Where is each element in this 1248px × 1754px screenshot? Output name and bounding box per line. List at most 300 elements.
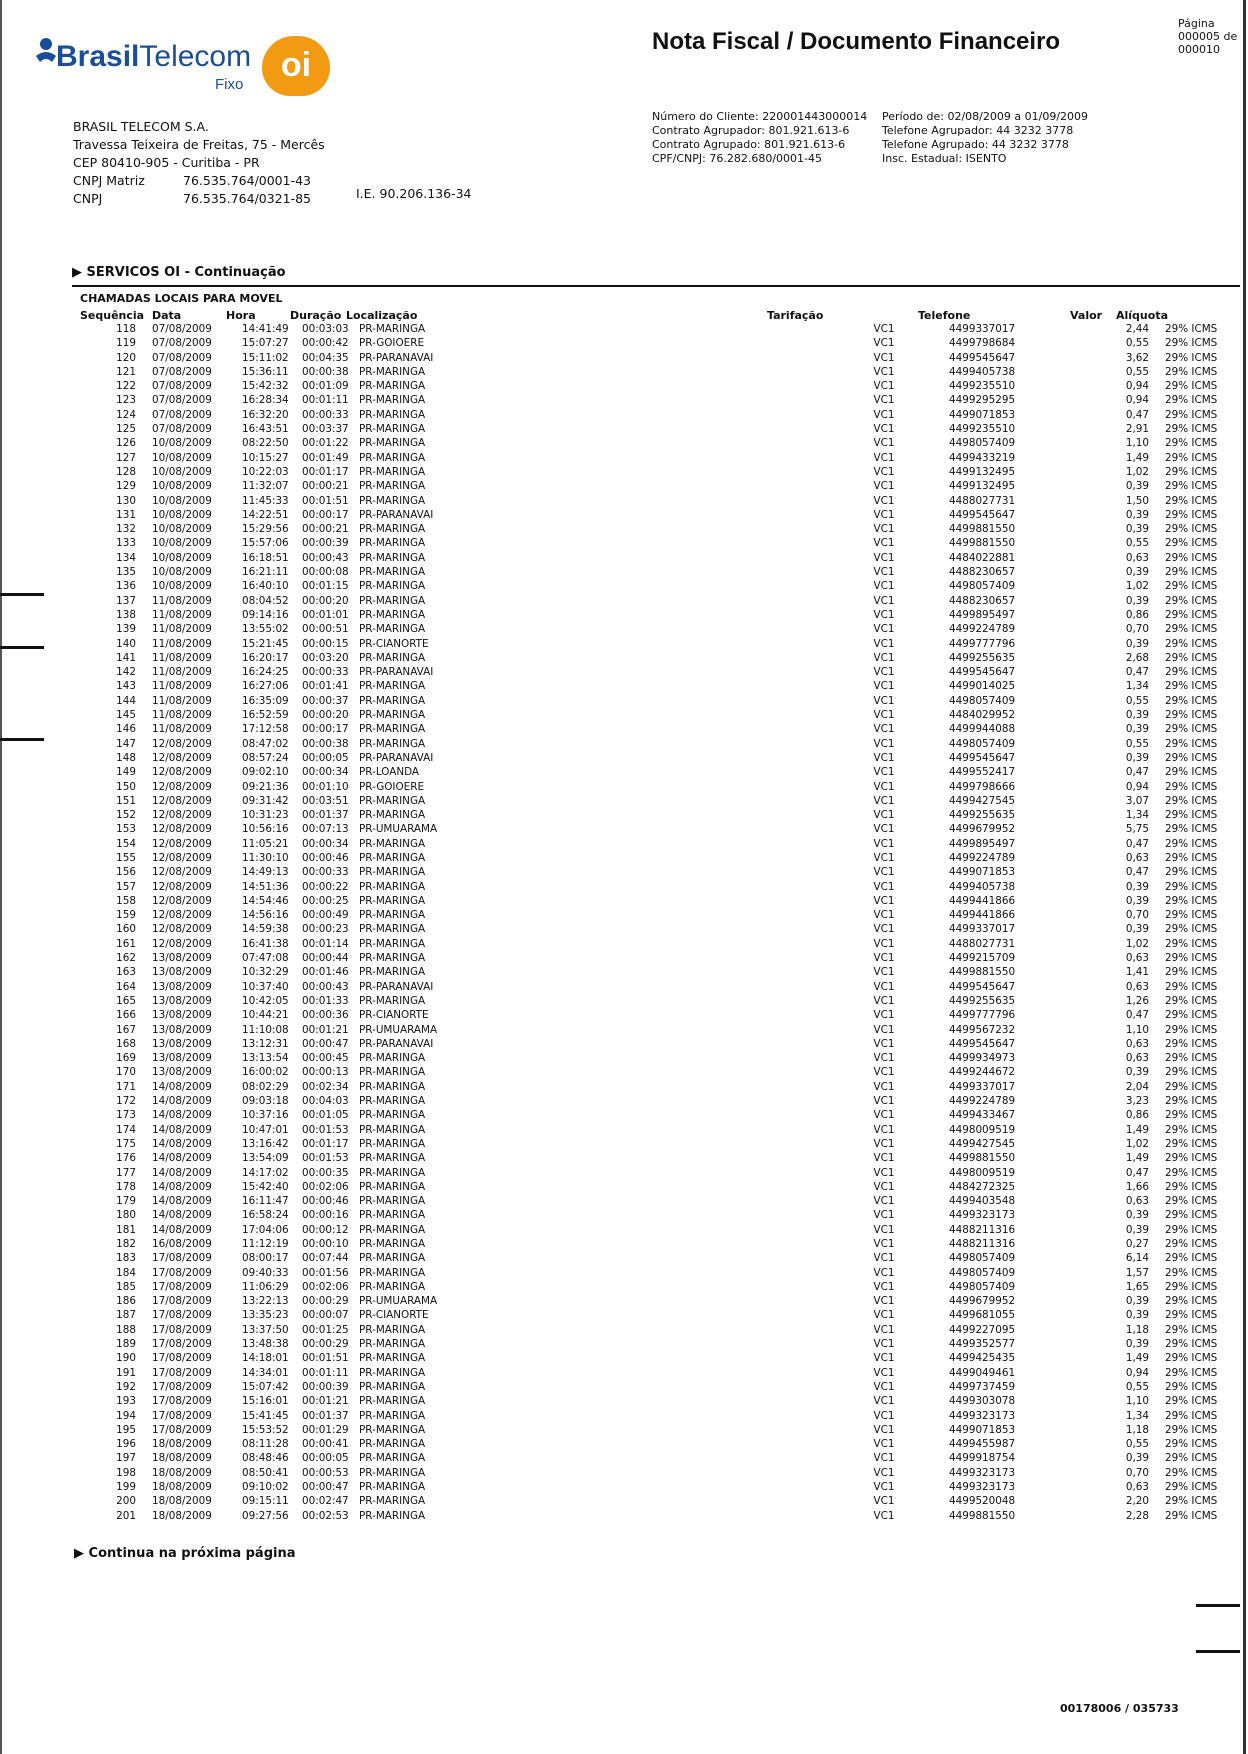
cell-valor: 0,63: [1125, 1481, 1149, 1494]
cell-valor: 0,86: [1125, 608, 1149, 621]
cell-localizacao: PR-MARINGA: [359, 909, 426, 922]
cell-valor: 0,39: [1125, 751, 1149, 764]
cell-valor: 0,47: [1125, 866, 1149, 879]
cell-data: 12/08/2009: [152, 937, 212, 950]
cell-data: 12/08/2009: [152, 794, 212, 807]
cell-telefone: 4498057409: [949, 437, 1016, 450]
cell-tarifacao: VC1: [873, 880, 895, 893]
cell-valor: 0,55: [1125, 694, 1149, 707]
cell-hora: 08:22:50: [242, 437, 289, 450]
cell-data: 12/08/2009: [152, 923, 212, 936]
table-row: [80, 1008, 1235, 1022]
cell-duracao: 00:03:37: [302, 423, 349, 436]
cell-tarifacao: VC1: [873, 994, 895, 1007]
cell-telefone: 4499071853: [949, 1423, 1016, 1436]
cell-data: 11/08/2009: [152, 623, 212, 636]
cell-valor: 1,02: [1125, 580, 1149, 593]
table-row: [80, 1280, 1235, 1294]
cell-telefone: 4499049461: [949, 1366, 1016, 1379]
cell-telefone: 4499071853: [949, 866, 1016, 879]
cell-duracao: 00:00:20: [302, 709, 349, 722]
cell-tarifacao: VC1: [873, 365, 895, 378]
table-row: [80, 322, 1235, 336]
cell-seq: 178: [116, 1180, 136, 1193]
cell-aliquota: 29% ICMS: [1165, 1266, 1218, 1279]
table-row: [80, 965, 1235, 979]
cell-aliquota: 29% ICMS: [1165, 966, 1218, 979]
cell-tarifacao: VC1: [873, 551, 895, 564]
cell-telefone: 4488211316: [949, 1238, 1016, 1250]
cell-valor: 0,94: [1125, 780, 1149, 793]
cell-data: 14/08/2009: [152, 1209, 212, 1222]
table-row: [80, 1194, 1235, 1208]
cell-localizacao: PR-MARINGA: [359, 1223, 426, 1236]
table-row: [80, 1423, 1235, 1437]
cell-aliquota: 29% ICMS: [1165, 594, 1218, 607]
cell-telefone: 4499798684: [949, 337, 1016, 350]
cell-telefone: 4499227095: [949, 1323, 1016, 1336]
cell-aliquota: 29% ICMS: [1165, 1066, 1218, 1079]
cell-telefone: 4499224789: [949, 851, 1016, 864]
cell-localizacao: PR-MARINGA: [359, 880, 426, 893]
cell-aliquota: 29% ICMS: [1165, 1180, 1218, 1193]
brasil-telecom-logo-icon: [34, 34, 58, 64]
table-row: [80, 808, 1235, 822]
cell-tarifacao: VC1: [873, 1195, 895, 1208]
cell-valor: 0,39: [1125, 709, 1149, 722]
cell-duracao: 00:00:47: [302, 1037, 349, 1050]
cell-hora: 16:52:59: [242, 709, 289, 722]
cell-valor: 0,47: [1125, 837, 1149, 850]
cell-data: 17/08/2009: [152, 1409, 212, 1422]
cell-localizacao: PR-MARINGA: [359, 1123, 426, 1136]
table-row: [80, 494, 1235, 508]
table-row: [80, 1509, 1235, 1523]
cell-seq: 126: [116, 437, 136, 450]
cell-valor: 5,75: [1125, 823, 1149, 836]
cell-data: 14/08/2009: [152, 1095, 212, 1108]
cell-data: 13/08/2009: [152, 952, 212, 965]
cell-aliquota: 29% ICMS: [1165, 1409, 1218, 1422]
cell-duracao: 00:00:05: [302, 751, 349, 764]
cell-seq: 182: [116, 1238, 136, 1250]
cell-duracao: 00:00:34: [302, 766, 349, 779]
cell-hora: 10:37:40: [242, 980, 289, 993]
cell-duracao: 00:02:06: [302, 1280, 349, 1293]
cell-seq: 186: [116, 1295, 136, 1308]
cell-localizacao: PR-PARANAVAI: [359, 666, 434, 679]
cell-duracao: 00:00:39: [302, 537, 349, 550]
cell-valor: 1,34: [1125, 680, 1149, 693]
cell-tarifacao: VC1: [873, 537, 895, 550]
cell-hora: 11:05:21: [242, 837, 289, 850]
cell-duracao: 00:00:17: [302, 723, 349, 736]
cell-seq: 173: [116, 1109, 136, 1122]
cell-aliquota: 29% ICMS: [1165, 1481, 1218, 1494]
cell-valor: 0,39: [1125, 894, 1149, 907]
cell-data: 11/08/2009: [152, 594, 212, 607]
margin-mark: [1196, 1604, 1240, 1607]
cell-telefone: 4499679952: [949, 1295, 1016, 1308]
cell-localizacao: PR-MARINGA: [359, 408, 426, 421]
section-title: ▶ SERVICOS OI - Continuação: [72, 265, 286, 280]
cell-duracao: 00:01:46: [302, 966, 349, 979]
cell-aliquota: 29% ICMS: [1165, 551, 1218, 564]
cell-telefone: 4498009519: [949, 1166, 1016, 1179]
cell-seq: 127: [116, 451, 136, 464]
cell-valor: 0,70: [1125, 623, 1149, 636]
cell-localizacao: PR-MARINGA: [359, 1423, 426, 1436]
col-header-tarifacao: Tarifação: [767, 309, 824, 322]
cell-telefone: 4499405738: [949, 880, 1016, 893]
cell-hora: 16:18:51: [242, 551, 289, 564]
cell-seq: 143: [116, 680, 136, 693]
cell-data: 10/08/2009: [152, 465, 212, 478]
cell-aliquota: 29% ICMS: [1165, 1338, 1218, 1351]
cell-duracao: 00:02:53: [302, 1509, 349, 1522]
cell-aliquota: 29% ICMS: [1165, 1209, 1218, 1222]
cell-data: 11/08/2009: [152, 651, 212, 664]
table-row: [80, 679, 1235, 693]
cell-valor: 1,10: [1125, 1395, 1149, 1408]
cell-duracao: 00:01:25: [302, 1323, 349, 1336]
table-row: [80, 608, 1235, 622]
cell-aliquota: 29% ICMS: [1165, 1195, 1218, 1208]
cell-data: 14/08/2009: [152, 1166, 212, 1179]
cell-tarifacao: VC1: [873, 1009, 895, 1022]
cell-aliquota: 29% ICMS: [1165, 766, 1218, 779]
cell-aliquota: 29% ICMS: [1165, 1095, 1218, 1108]
cell-valor: 0,39: [1125, 594, 1149, 607]
cell-localizacao: PR-MARINGA: [359, 1380, 426, 1393]
cell-telefone: 4499918754: [949, 1452, 1016, 1465]
company-city: CEP 80410-905 - Curitiba - PR: [73, 155, 260, 170]
cell-tarifacao: VC1: [873, 623, 895, 636]
cnpj-value: 76.535.764/0321-85: [183, 191, 312, 206]
cell-seq: 152: [116, 809, 136, 822]
table-row: [80, 1051, 1235, 1065]
client-info-left: [652, 110, 867, 166]
cell-hora: 09:31:42: [242, 794, 289, 807]
cell-aliquota: 29% ICMS: [1165, 423, 1218, 436]
cell-data: 13/08/2009: [152, 1037, 212, 1050]
cell-valor: 1,66: [1125, 1180, 1149, 1193]
cell-tarifacao: VC1: [873, 1309, 895, 1322]
client-number: Número do Cliente: 220001443000014: [652, 110, 868, 123]
cell-tarifacao: VC1: [873, 1209, 895, 1222]
cell-data: 14/08/2009: [152, 1080, 212, 1093]
cell-aliquota: 29% ICMS: [1165, 508, 1218, 521]
cell-seq: 180: [116, 1209, 136, 1222]
cell-tarifacao: VC1: [873, 937, 895, 950]
table-row: [80, 765, 1235, 779]
cell-telefone: 4499405738: [949, 365, 1016, 378]
cell-telefone: 4499552417: [949, 766, 1016, 779]
cell-aliquota: 29% ICMS: [1165, 737, 1218, 750]
cell-aliquota: 29% ICMS: [1165, 909, 1218, 922]
cell-hora: 11:06:29: [242, 1280, 289, 1293]
cell-aliquota: 29% ICMS: [1165, 1052, 1218, 1065]
table-row: [80, 1108, 1235, 1122]
cell-duracao: 00:07:13: [302, 823, 349, 836]
cell-aliquota: 29% ICMS: [1165, 1238, 1218, 1250]
ie-value: I.E. 90.206.136-34: [356, 186, 472, 201]
cell-localizacao: PR-MARINGA: [359, 608, 426, 621]
cell-duracao: 00:01:33: [302, 994, 349, 1007]
cell-localizacao: PR-MARINGA: [359, 566, 426, 579]
cell-valor: 0,39: [1125, 1066, 1149, 1079]
cell-valor: 0,94: [1125, 380, 1149, 393]
cell-telefone: 4499427545: [949, 794, 1016, 807]
cell-seq: 131: [116, 508, 136, 521]
cell-tarifacao: VC1: [873, 423, 895, 436]
cell-seq: 168: [116, 1037, 136, 1050]
cell-localizacao: PR-MARINGA: [359, 1466, 426, 1479]
cell-hora: 14:59:38: [242, 923, 289, 936]
cell-seq: 187: [116, 1309, 136, 1322]
cell-seq: 128: [116, 465, 136, 478]
cell-hora: 13:37:50: [242, 1323, 289, 1336]
cell-tarifacao: VC1: [873, 1295, 895, 1308]
table-row: [80, 479, 1235, 493]
cell-duracao: 00:01:41: [302, 680, 349, 693]
cell-telefone: 4499545647: [949, 751, 1016, 764]
cell-valor: 0,94: [1125, 1366, 1149, 1379]
cell-valor: 0,63: [1125, 980, 1149, 993]
cell-localizacao: PR-MARINGA: [359, 1509, 426, 1522]
cell-hora: 08:04:52: [242, 594, 289, 607]
cell-data: 10/08/2009: [152, 537, 212, 550]
cell-duracao: 00:00:46: [302, 851, 349, 864]
cell-telefone: 4499881550: [949, 523, 1016, 536]
cell-seq: 166: [116, 1009, 136, 1022]
cell-localizacao: PR-MARINGA: [359, 894, 426, 907]
table-row: [80, 1080, 1235, 1094]
cell-localizacao: PR-MARINGA: [359, 1238, 426, 1250]
cell-data: 12/08/2009: [152, 823, 212, 836]
cell-telefone: 4484029952: [949, 709, 1016, 722]
cell-aliquota: 29% ICMS: [1165, 709, 1218, 722]
table-row: [80, 1351, 1235, 1365]
cell-data: 18/08/2009: [152, 1509, 212, 1522]
table-row: [80, 551, 1235, 565]
cell-seq: 160: [116, 923, 136, 936]
cell-localizacao: PR-UMUARAMA: [359, 823, 438, 836]
cell-seq: 169: [116, 1052, 136, 1065]
cell-aliquota: 29% ICMS: [1165, 480, 1218, 493]
cell-valor: 0,39: [1125, 480, 1149, 493]
cell-duracao: 00:00:47: [302, 1481, 349, 1494]
triangle-bullet-icon: ▶: [72, 265, 82, 280]
cell-data: 10/08/2009: [152, 551, 212, 564]
cell-duracao: 00:01:17: [302, 1137, 349, 1150]
cell-telefone: 4499798666: [949, 780, 1016, 793]
cell-telefone: 4499777796: [949, 637, 1016, 650]
cell-localizacao: PR-MARINGA: [359, 451, 426, 464]
cell-hora: 15:29:56: [242, 523, 289, 536]
table-row: [80, 708, 1235, 722]
cell-telefone: 4499881550: [949, 1152, 1016, 1165]
cell-seq: 188: [116, 1323, 136, 1336]
cell-aliquota: 29% ICMS: [1165, 1009, 1218, 1022]
cell-tarifacao: VC1: [873, 566, 895, 579]
cell-tarifacao: VC1: [873, 465, 895, 478]
cell-data: 11/08/2009: [152, 608, 212, 621]
cell-aliquota: 29% ICMS: [1165, 537, 1218, 550]
cell-localizacao: PR-UMUARAMA: [359, 1023, 438, 1036]
cell-localizacao: PR-MARINGA: [359, 651, 426, 664]
cell-localizacao: PR-MARINGA: [359, 1366, 426, 1379]
cell-aliquota: 29% ICMS: [1165, 465, 1218, 478]
cell-data: 17/08/2009: [152, 1280, 212, 1293]
cell-duracao: 00:00:15: [302, 637, 349, 650]
cell-telefone: 4499441866: [949, 894, 1016, 907]
cell-duracao: 00:01:37: [302, 1409, 349, 1422]
cell-aliquota: 29% ICMS: [1165, 566, 1218, 579]
cell-valor: 0,39: [1125, 523, 1149, 536]
cell-duracao: 00:02:34: [302, 1080, 349, 1093]
cell-tarifacao: VC1: [873, 1395, 895, 1408]
cell-telefone: 4499895497: [949, 837, 1016, 850]
cell-duracao: 00:00:29: [302, 1295, 349, 1308]
cell-duracao: 00:00:46: [302, 1195, 349, 1208]
cell-hora: 15:16:01: [242, 1395, 289, 1408]
cell-hora: 09:40:33: [242, 1266, 289, 1279]
cell-telefone: 4498057409: [949, 1280, 1016, 1293]
cell-data: 12/08/2009: [152, 837, 212, 850]
cell-valor: 1,50: [1125, 494, 1149, 507]
cell-data: 18/08/2009: [152, 1452, 212, 1465]
cell-data: 12/08/2009: [152, 809, 212, 822]
cell-hora: 16:58:24: [242, 1209, 289, 1222]
cell-localizacao: PR-PARANAVAI: [359, 508, 434, 521]
cell-duracao: 00:00:39: [302, 1380, 349, 1393]
cell-aliquota: 29% ICMS: [1165, 937, 1218, 950]
cell-localizacao: PR-MARINGA: [359, 1481, 426, 1494]
cell-valor: 1,34: [1125, 809, 1149, 822]
cell-tarifacao: VC1: [873, 1095, 895, 1108]
cell-hora: 10:22:03: [242, 465, 289, 478]
cell-tarifacao: VC1: [873, 1223, 895, 1236]
cell-tarifacao: VC1: [873, 1023, 895, 1036]
cell-valor: 1,26: [1125, 994, 1149, 1007]
cell-seq: 192: [116, 1380, 136, 1393]
cell-seq: 145: [116, 709, 136, 722]
cell-hora: 09:15:11: [242, 1495, 289, 1508]
cell-hora: 07:47:08: [242, 952, 289, 965]
cell-duracao: 00:01:37: [302, 809, 349, 822]
cell-tarifacao: VC1: [873, 1438, 895, 1451]
cell-localizacao: PR-MARINGA: [359, 1323, 426, 1336]
table-row: [80, 465, 1235, 479]
table-row: [80, 1151, 1235, 1165]
cell-valor: 0,39: [1125, 1338, 1149, 1351]
cell-localizacao: PR-GOIOERE: [359, 780, 425, 793]
cell-duracao: 00:00:49: [302, 909, 349, 922]
cell-hora: 09:10:02: [242, 1481, 289, 1494]
cell-aliquota: 29% ICMS: [1165, 351, 1218, 364]
cell-duracao: 00:00:23: [302, 923, 349, 936]
cell-aliquota: 29% ICMS: [1165, 1466, 1218, 1479]
cell-telefone: 4499303078: [949, 1395, 1016, 1408]
cell-seq: 179: [116, 1195, 136, 1208]
cell-tarifacao: VC1: [873, 823, 895, 836]
cell-telefone: 4498057409: [949, 1266, 1016, 1279]
cell-data: 07/08/2009: [152, 408, 212, 421]
cell-seq: 190: [116, 1352, 136, 1365]
table-row: [80, 579, 1235, 593]
cell-localizacao: PR-MARINGA: [359, 794, 426, 807]
cell-telefone: 4499681055: [949, 1309, 1016, 1322]
cell-duracao: 00:01:15: [302, 580, 349, 593]
cell-duracao: 00:00:36: [302, 1009, 349, 1022]
cell-tarifacao: VC1: [873, 337, 895, 350]
col-header-aliquota: Alíquota: [1116, 309, 1168, 322]
cell-duracao: 00:01:29: [302, 1423, 349, 1436]
cell-data: 14/08/2009: [152, 1123, 212, 1136]
cell-aliquota: 29% ICMS: [1165, 451, 1218, 464]
cell-data: 17/08/2009: [152, 1366, 212, 1379]
cell-seq: 184: [116, 1266, 136, 1279]
cell-telefone: 4499881550: [949, 537, 1016, 550]
cell-hora: 15:41:45: [242, 1409, 289, 1422]
cell-seq: 197: [116, 1452, 136, 1465]
col-header-telefone: Telefone: [918, 309, 971, 322]
cell-valor: 1,02: [1125, 465, 1149, 478]
table-row: [80, 393, 1235, 407]
cell-localizacao: PR-MARINGA: [359, 1409, 426, 1422]
cell-data: 12/08/2009: [152, 766, 212, 779]
cell-valor: 0,39: [1125, 1223, 1149, 1236]
phone-agrupado: Telefone Agrupado: 44 3232 3778: [882, 138, 1069, 151]
cell-seq: 177: [116, 1166, 136, 1179]
calls-table: [80, 322, 1235, 1523]
oi-logo: oi: [262, 36, 330, 96]
cell-telefone: 4499567232: [949, 1023, 1016, 1036]
table-row: [80, 851, 1235, 865]
cell-hora: 13:22:13: [242, 1295, 289, 1308]
cell-valor: 0,70: [1125, 1466, 1149, 1479]
cell-seq: 199: [116, 1481, 136, 1494]
cell-hora: 16:20:17: [242, 651, 289, 664]
cell-data: 07/08/2009: [152, 351, 212, 364]
cell-duracao: 00:00:53: [302, 1466, 349, 1479]
cell-localizacao: PR-MARINGA: [359, 809, 426, 822]
cell-aliquota: 29% ICMS: [1165, 1323, 1218, 1336]
cell-aliquota: 29% ICMS: [1165, 1309, 1218, 1322]
cell-telefone: 4499235510: [949, 423, 1016, 436]
table-row: [80, 951, 1235, 965]
cell-data: 12/08/2009: [152, 851, 212, 864]
cell-hora: 13:13:54: [242, 1052, 289, 1065]
table-row: [80, 1180, 1235, 1194]
table-row: [80, 1208, 1235, 1222]
cell-data: 18/08/2009: [152, 1495, 212, 1508]
cell-tarifacao: VC1: [873, 1466, 895, 1479]
cell-data: 18/08/2009: [152, 1438, 212, 1451]
cell-valor: 0,63: [1125, 1037, 1149, 1050]
cell-telefone: 4499455987: [949, 1438, 1016, 1451]
table-row: [80, 1294, 1235, 1308]
cell-tarifacao: VC1: [873, 1452, 895, 1465]
cell-tarifacao: VC1: [873, 494, 895, 507]
cell-hora: 16:40:10: [242, 580, 289, 593]
cell-tarifacao: VC1: [873, 1066, 895, 1079]
cell-valor: 0,94: [1125, 394, 1149, 407]
cell-data: 17/08/2009: [152, 1380, 212, 1393]
cell-duracao: 00:00:41: [302, 1438, 349, 1451]
cell-valor: 0,27: [1125, 1238, 1149, 1250]
